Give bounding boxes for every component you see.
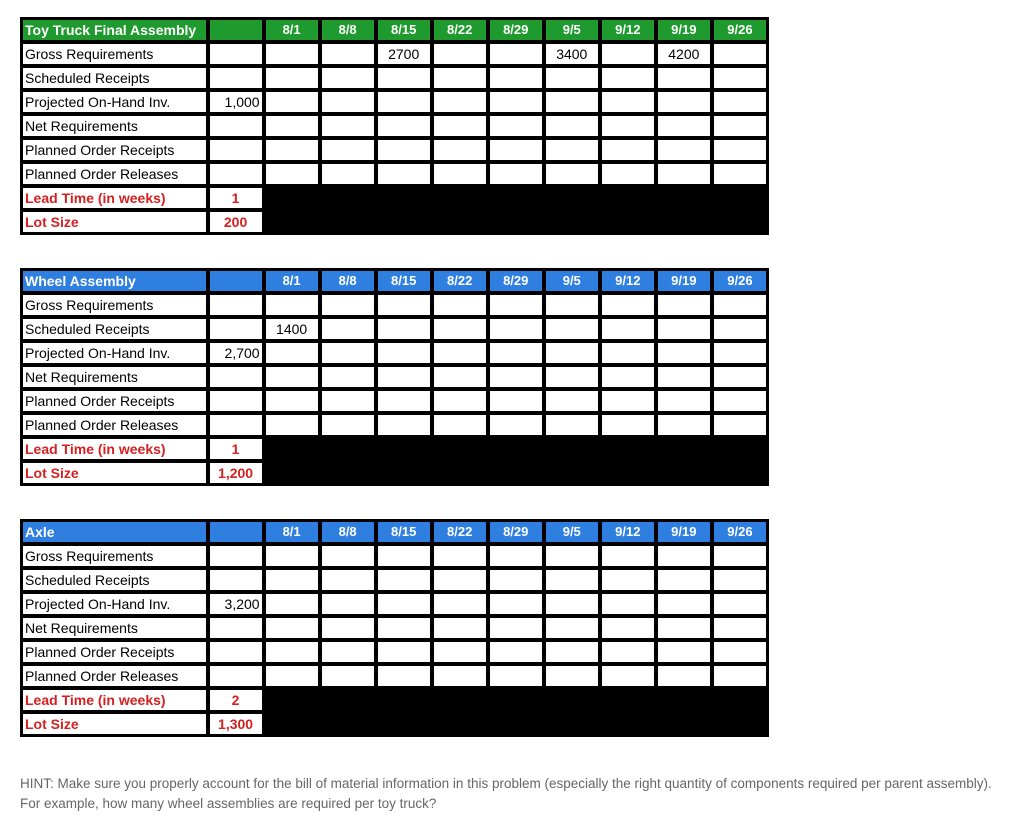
hint-text: HINT: Make sure you properly account for the bill of material information in this problem (especially the right quantity of components required per parent assembly). For example, how many wheel assemblies are required per toy truck? <box>20 776 992 811</box>
input-cell[interactable] <box>489 318 543 340</box>
input-cell[interactable] <box>265 414 319 436</box>
input-cell[interactable] <box>209 139 263 161</box>
planned-order-receipts-row <box>22 641 767 663</box>
week-header: 9/5 <box>545 270 599 292</box>
row-label: Gross Requirements <box>22 545 207 567</box>
input-cell[interactable] <box>433 617 487 639</box>
table-title: Wheel Assembly <box>22 270 207 292</box>
input-cell[interactable] <box>209 67 263 89</box>
input-cell[interactable] <box>321 569 375 591</box>
input-cell[interactable] <box>489 115 543 137</box>
input-cell[interactable] <box>265 569 319 591</box>
table-title: Axle <box>22 521 207 543</box>
week-header: 8/29 <box>489 521 543 543</box>
input-cell[interactable] <box>433 342 487 364</box>
input-cell[interactable] <box>601 617 655 639</box>
input-cell[interactable] <box>209 617 263 639</box>
row-label: Planned Order Releases <box>22 414 207 436</box>
input-cell[interactable] <box>601 593 655 615</box>
gross-requirements-row <box>22 294 767 316</box>
input-cell[interactable] <box>433 294 487 316</box>
input-cell[interactable] <box>601 342 655 364</box>
input-cell[interactable] <box>433 67 487 89</box>
week-header: 9/26 <box>713 270 767 292</box>
input-cell[interactable] <box>321 617 375 639</box>
input-cell[interactable] <box>657 617 711 639</box>
mrp-table-axle <box>20 519 769 737</box>
input-cell[interactable] <box>265 641 319 663</box>
input-cell[interactable] <box>377 318 431 340</box>
blacked-out-area <box>265 689 767 735</box>
header-blank <box>209 270 263 292</box>
input-cell[interactable] <box>657 641 711 663</box>
input-cell[interactable] <box>601 641 655 663</box>
input-cell[interactable] <box>545 593 599 615</box>
planned-order-receipts-row <box>22 139 767 161</box>
projected-on-hand-row <box>22 91 767 113</box>
lead-time-value: 1 <box>209 187 263 209</box>
scheduled-receipts-row <box>22 67 767 89</box>
row-label: Lot Size <box>22 713 207 735</box>
scheduled-receipts-row <box>22 318 767 340</box>
input-cell[interactable] <box>489 43 543 65</box>
planned-order-receipts-row <box>22 390 767 412</box>
input-cell[interactable] <box>489 366 543 388</box>
input-cell[interactable] <box>601 366 655 388</box>
input-cell[interactable] <box>601 318 655 340</box>
input-cell[interactable] <box>265 342 319 364</box>
row-label: Scheduled Receipts <box>22 67 207 89</box>
input-cell[interactable] <box>321 593 375 615</box>
input-cell[interactable] <box>657 318 711 340</box>
input-cell[interactable]: 3400 <box>545 43 599 65</box>
input-cell[interactable] <box>545 115 599 137</box>
net-requirements-row <box>22 115 767 137</box>
row-label: Projected On-Hand Inv. <box>22 91 207 113</box>
input-cell[interactable] <box>713 163 767 185</box>
input-cell[interactable] <box>489 569 543 591</box>
input-cell[interactable] <box>265 366 319 388</box>
week-header: 8/8 <box>321 19 375 41</box>
row-label: Planned Order Receipts <box>22 390 207 412</box>
week-header: 8/1 <box>265 521 319 543</box>
week-header: 8/15 <box>377 270 431 292</box>
input-cell[interactable] <box>601 569 655 591</box>
input-cell[interactable] <box>265 545 319 567</box>
input-cell[interactable] <box>377 91 431 113</box>
input-cell[interactable] <box>657 390 711 412</box>
input-cell[interactable] <box>489 593 543 615</box>
input-cell[interactable] <box>657 545 711 567</box>
week-header: 9/26 <box>713 521 767 543</box>
input-cell[interactable] <box>321 91 375 113</box>
input-cell[interactable] <box>489 91 543 113</box>
input-cell[interactable] <box>713 43 767 65</box>
input-cell[interactable] <box>209 569 263 591</box>
input-cell[interactable] <box>713 139 767 161</box>
gross-requirements-row <box>22 545 767 567</box>
input-cell[interactable] <box>433 163 487 185</box>
input-cell[interactable] <box>321 43 375 65</box>
net-requirements-row <box>22 617 767 639</box>
on-hand-initial: 2,700 <box>209 342 263 364</box>
projected-on-hand-row <box>22 342 767 364</box>
input-cell[interactable] <box>713 641 767 663</box>
input-cell[interactable] <box>713 593 767 615</box>
input-cell[interactable] <box>433 665 487 687</box>
input-cell[interactable] <box>377 665 431 687</box>
input-cell[interactable] <box>433 641 487 663</box>
input-cell[interactable] <box>545 366 599 388</box>
input-cell[interactable] <box>601 91 655 113</box>
input-cell[interactable] <box>657 67 711 89</box>
input-cell[interactable] <box>601 43 655 65</box>
input-cell[interactable] <box>545 91 599 113</box>
input-cell[interactable] <box>545 139 599 161</box>
week-header: 8/1 <box>265 270 319 292</box>
input-cell[interactable] <box>657 163 711 185</box>
input-cell[interactable] <box>209 414 263 436</box>
input-cell[interactable]: 2700 <box>377 43 431 65</box>
input-cell[interactable] <box>713 414 767 436</box>
input-cell[interactable] <box>657 569 711 591</box>
row-label: Lead Time (in weeks) <box>22 438 207 460</box>
input-cell[interactable] <box>321 414 375 436</box>
input-cell[interactable] <box>713 91 767 113</box>
scheduled-receipts-row <box>22 569 767 591</box>
input-cell[interactable] <box>433 115 487 137</box>
row-label: Lot Size <box>22 211 207 233</box>
input-cell[interactable] <box>489 390 543 412</box>
week-header: 9/12 <box>601 521 655 543</box>
row-label: Lead Time (in weeks) <box>22 689 207 711</box>
input-cell[interactable] <box>321 641 375 663</box>
input-cell[interactable] <box>377 545 431 567</box>
mrp-table-toy-truck <box>20 17 769 235</box>
input-cell[interactable] <box>489 414 543 436</box>
input-cell[interactable] <box>321 115 375 137</box>
input-cell[interactable] <box>545 294 599 316</box>
planned-order-releases-row <box>22 163 767 185</box>
input-cell[interactable] <box>657 139 711 161</box>
on-hand-initial: 3,200 <box>209 593 263 615</box>
input-cell[interactable] <box>713 294 767 316</box>
row-label: Net Requirements <box>22 617 207 639</box>
input-cell[interactable] <box>713 67 767 89</box>
input-cell[interactable] <box>489 665 543 687</box>
input-cell[interactable] <box>657 342 711 364</box>
week-header: 8/15 <box>377 19 431 41</box>
week-header: 9/26 <box>713 19 767 41</box>
input-cell[interactable] <box>265 390 319 412</box>
input-cell[interactable] <box>209 43 263 65</box>
input-cell[interactable] <box>657 414 711 436</box>
week-header: 9/19 <box>657 521 711 543</box>
input-cell[interactable] <box>321 342 375 364</box>
input-cell[interactable] <box>265 665 319 687</box>
input-cell[interactable] <box>489 545 543 567</box>
input-cell[interactable] <box>657 593 711 615</box>
week-header: 8/1 <box>265 19 319 41</box>
week-header: 8/29 <box>489 270 543 292</box>
planned-order-releases-row <box>22 414 767 436</box>
input-cell[interactable] <box>377 163 431 185</box>
input-cell[interactable] <box>713 318 767 340</box>
input-cell[interactable] <box>545 390 599 412</box>
input-cell[interactable] <box>209 294 263 316</box>
mrp-table-wheel-assembly <box>20 268 769 486</box>
row-label: Projected On-Hand Inv. <box>22 342 207 364</box>
week-header: 8/8 <box>321 521 375 543</box>
input-cell[interactable] <box>489 163 543 185</box>
row-label: Scheduled Receipts <box>22 318 207 340</box>
on-hand-initial: 1,000 <box>209 91 263 113</box>
header-blank <box>209 19 263 41</box>
input-cell[interactable] <box>321 318 375 340</box>
input-cell[interactable] <box>433 593 487 615</box>
week-header: 8/22 <box>433 19 487 41</box>
week-header: 9/12 <box>601 270 655 292</box>
input-cell[interactable] <box>545 569 599 591</box>
input-cell[interactable] <box>545 163 599 185</box>
projected-on-hand-row <box>22 593 767 615</box>
row-label: Planned Order Releases <box>22 665 207 687</box>
input-cell[interactable] <box>545 342 599 364</box>
week-header: 8/22 <box>433 521 487 543</box>
week-header: 8/15 <box>377 521 431 543</box>
input-cell[interactable] <box>377 67 431 89</box>
table-title: Toy Truck Final Assembly <box>22 19 207 41</box>
input-cell[interactable] <box>433 569 487 591</box>
lead-time-row <box>22 438 767 460</box>
input-cell[interactable] <box>265 67 319 89</box>
input-cell[interactable] <box>377 569 431 591</box>
week-header: 9/19 <box>657 270 711 292</box>
input-cell[interactable] <box>433 139 487 161</box>
input-cell[interactable] <box>601 665 655 687</box>
input-cell[interactable] <box>713 569 767 591</box>
input-cell[interactable] <box>321 139 375 161</box>
input-cell[interactable] <box>433 43 487 65</box>
row-label: Lot Size <box>22 462 207 484</box>
input-cell[interactable] <box>713 665 767 687</box>
input-cell[interactable] <box>321 294 375 316</box>
header-row <box>22 270 767 292</box>
input-cell[interactable] <box>545 67 599 89</box>
row-label: Planned Order Releases <box>22 163 207 185</box>
gross-requirements-row <box>22 43 767 65</box>
lead-time-row <box>22 187 767 209</box>
input-cell[interactable]: 4200 <box>657 43 711 65</box>
input-cell[interactable] <box>209 163 263 185</box>
input-cell[interactable] <box>265 139 319 161</box>
input-cell[interactable] <box>713 545 767 567</box>
input-cell[interactable] <box>321 67 375 89</box>
input-cell[interactable] <box>321 163 375 185</box>
input-cell[interactable] <box>433 414 487 436</box>
input-cell[interactable] <box>601 390 655 412</box>
row-label: Lead Time (in weeks) <box>22 187 207 209</box>
input-cell[interactable] <box>489 67 543 89</box>
input-cell[interactable]: 1400 <box>265 318 319 340</box>
input-cell[interactable] <box>545 641 599 663</box>
input-cell[interactable] <box>377 115 431 137</box>
lead-time-row <box>22 689 767 711</box>
lead-time-value: 2 <box>209 689 263 711</box>
input-cell[interactable] <box>209 366 263 388</box>
input-cell[interactable] <box>601 163 655 185</box>
input-cell[interactable] <box>545 665 599 687</box>
input-cell[interactable] <box>713 366 767 388</box>
input-cell[interactable] <box>489 294 543 316</box>
input-cell[interactable] <box>657 294 711 316</box>
week-header: 9/5 <box>545 19 599 41</box>
planned-order-releases-row <box>22 665 767 687</box>
input-cell[interactable] <box>265 294 319 316</box>
row-label: Gross Requirements <box>22 43 207 65</box>
input-cell[interactable] <box>265 593 319 615</box>
input-cell[interactable] <box>265 43 319 65</box>
input-cell[interactable] <box>321 545 375 567</box>
row-label: Gross Requirements <box>22 294 207 316</box>
input-cell[interactable] <box>545 617 599 639</box>
week-header: 8/22 <box>433 270 487 292</box>
week-header: 9/19 <box>657 19 711 41</box>
row-label: Net Requirements <box>22 115 207 137</box>
input-cell[interactable] <box>321 390 375 412</box>
input-cell[interactable] <box>713 115 767 137</box>
input-cell[interactable] <box>601 115 655 137</box>
blacked-out-area <box>265 187 767 233</box>
input-cell[interactable] <box>713 617 767 639</box>
input-cell[interactable] <box>545 318 599 340</box>
input-cell[interactable] <box>545 545 599 567</box>
input-cell[interactable] <box>377 617 431 639</box>
input-cell[interactable] <box>601 294 655 316</box>
input-cell[interactable] <box>657 115 711 137</box>
input-cell[interactable] <box>209 545 263 567</box>
input-cell[interactable] <box>489 342 543 364</box>
lot-size-value: 1,300 <box>209 713 263 735</box>
input-cell[interactable] <box>377 414 431 436</box>
input-cell[interactable] <box>601 414 655 436</box>
input-cell[interactable] <box>265 91 319 113</box>
input-cell[interactable] <box>209 665 263 687</box>
input-cell[interactable] <box>377 366 431 388</box>
net-requirements-row <box>22 366 767 388</box>
row-label: Net Requirements <box>22 366 207 388</box>
input-cell[interactable] <box>321 366 375 388</box>
row-label: Scheduled Receipts <box>22 569 207 591</box>
lot-size-value: 1,200 <box>209 462 263 484</box>
header-row <box>22 521 767 543</box>
input-cell[interactable] <box>713 342 767 364</box>
week-header: 8/8 <box>321 270 375 292</box>
input-cell[interactable] <box>489 641 543 663</box>
input-cell[interactable] <box>433 366 487 388</box>
input-cell[interactable] <box>489 617 543 639</box>
row-label: Projected On-Hand Inv. <box>22 593 207 615</box>
input-cell[interactable] <box>601 545 655 567</box>
input-cell[interactable] <box>321 665 375 687</box>
input-cell[interactable] <box>433 318 487 340</box>
row-label: Planned Order Receipts <box>22 641 207 663</box>
input-cell[interactable] <box>265 115 319 137</box>
input-cell[interactable] <box>209 318 263 340</box>
input-cell[interactable] <box>657 91 711 113</box>
input-cell[interactable] <box>433 91 487 113</box>
input-cell[interactable] <box>601 67 655 89</box>
input-cell[interactable] <box>657 665 711 687</box>
row-label: Planned Order Receipts <box>22 139 207 161</box>
input-cell[interactable] <box>265 163 319 185</box>
input-cell[interactable] <box>433 545 487 567</box>
input-cell[interactable] <box>657 366 711 388</box>
input-cell[interactable] <box>713 390 767 412</box>
week-header: 8/29 <box>489 19 543 41</box>
input-cell[interactable] <box>377 342 431 364</box>
input-cell[interactable] <box>377 390 431 412</box>
input-cell[interactable] <box>601 139 655 161</box>
input-cell[interactable] <box>377 641 431 663</box>
input-cell[interactable] <box>209 641 263 663</box>
input-cell[interactable] <box>377 139 431 161</box>
input-cell[interactable] <box>489 139 543 161</box>
input-cell[interactable] <box>209 390 263 412</box>
input-cell[interactable] <box>209 115 263 137</box>
header-row <box>22 19 767 41</box>
header-blank <box>209 521 263 543</box>
input-cell[interactable] <box>433 390 487 412</box>
input-cell[interactable] <box>265 617 319 639</box>
input-cell[interactable] <box>377 294 431 316</box>
input-cell[interactable] <box>377 593 431 615</box>
lead-time-value: 1 <box>209 438 263 460</box>
lot-size-value: 200 <box>209 211 263 233</box>
week-header: 9/5 <box>545 521 599 543</box>
blacked-out-area <box>265 438 767 484</box>
week-header: 9/12 <box>601 19 655 41</box>
input-cell[interactable] <box>545 414 599 436</box>
